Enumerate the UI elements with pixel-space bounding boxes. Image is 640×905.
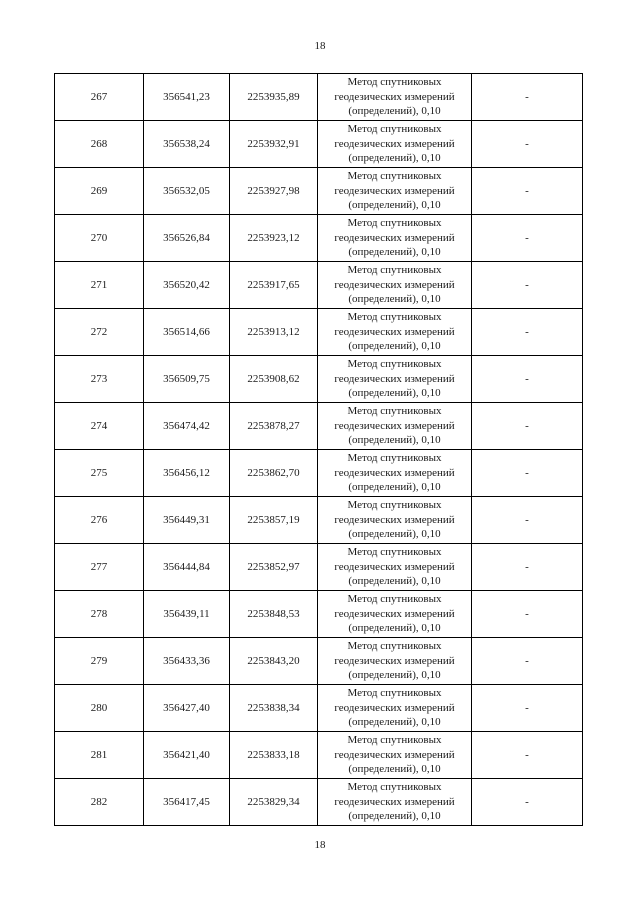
method-cell (318, 685, 472, 732)
method-line: геодезических измерений (334, 701, 455, 714)
coordinate-x-cell: 356520,42 (144, 262, 230, 309)
method-line: Метод спутниковых (347, 593, 442, 606)
method-line: геодезических измерений (334, 137, 455, 150)
table-row (55, 121, 583, 168)
method-cell (318, 215, 472, 262)
table-row (55, 215, 583, 262)
method-line: (определений), 0,10 (348, 481, 441, 494)
table-row (55, 685, 583, 732)
coordinate-y-cell: 2253843,20 (230, 638, 318, 685)
method-line: Метод спутниковых (347, 217, 442, 230)
method-line: геодезических измерений (334, 748, 455, 761)
coordinate-y-cell: 2253852,97 (230, 544, 318, 591)
page-number-top: 18 (314, 40, 326, 52)
coordinates-table (54, 73, 583, 826)
method-line: геодезических измерений (334, 560, 455, 573)
note-cell: - (472, 121, 583, 168)
coordinate-y-cell: 2253908,62 (230, 356, 318, 403)
method-line: Метод спутниковых (347, 687, 442, 700)
coordinate-y-cell: 2253848,53 (230, 591, 318, 638)
method-line: геодезических измерений (334, 419, 455, 432)
method-cell (318, 74, 472, 121)
method-line: (определений), 0,10 (348, 622, 441, 635)
note-cell: - (472, 74, 583, 121)
method-line: Метод спутниковых (347, 123, 442, 136)
method-line: геодезических измерений (334, 795, 455, 808)
table-row (55, 74, 583, 121)
method-line: Метод спутниковых (347, 546, 442, 559)
table-row (55, 356, 583, 403)
note-cell: - (472, 168, 583, 215)
method-line: Метод спутниковых (347, 781, 442, 794)
method-line: (определений), 0,10 (348, 575, 441, 588)
method-line: Метод спутниковых (347, 640, 442, 653)
method-cell (318, 544, 472, 591)
method-line: (определений), 0,10 (348, 293, 441, 306)
method-line: Метод спутниковых (347, 452, 442, 465)
method-line: геодезических измерений (334, 654, 455, 667)
method-cell (318, 403, 472, 450)
method-cell (318, 591, 472, 638)
point-number-cell: 269 (55, 168, 144, 215)
method-line: Метод спутниковых (347, 358, 442, 371)
coordinate-x-cell: 356514,66 (144, 309, 230, 356)
point-number-cell: 278 (55, 591, 144, 638)
note-cell: - (472, 497, 583, 544)
note-cell: - (472, 356, 583, 403)
method-line: (определений), 0,10 (348, 152, 441, 165)
coordinate-y-cell: 2253935,89 (230, 74, 318, 121)
note-cell: - (472, 309, 583, 356)
note-cell: - (472, 403, 583, 450)
note-cell: - (472, 779, 583, 826)
coordinate-x-cell: 356456,12 (144, 450, 230, 497)
coordinate-x-cell: 356538,24 (144, 121, 230, 168)
coordinate-y-cell: 2253917,65 (230, 262, 318, 309)
coordinate-y-cell: 2253833,18 (230, 732, 318, 779)
coordinate-y-cell: 2253878,27 (230, 403, 318, 450)
table-row (55, 262, 583, 309)
method-line: Метод спутниковых (347, 499, 442, 512)
coordinate-x-cell: 356532,05 (144, 168, 230, 215)
point-number-cell: 279 (55, 638, 144, 685)
method-line: Метод спутниковых (347, 76, 442, 89)
method-line: (определений), 0,10 (348, 528, 441, 541)
note-cell: - (472, 685, 583, 732)
coordinate-x-cell: 356541,23 (144, 74, 230, 121)
table-row (55, 638, 583, 685)
method-cell (318, 309, 472, 356)
coordinate-x-cell: 356526,84 (144, 215, 230, 262)
note-cell: - (472, 450, 583, 497)
coordinate-y-cell: 2253927,98 (230, 168, 318, 215)
method-line: (определений), 0,10 (348, 434, 441, 447)
table-row (55, 544, 583, 591)
coordinate-x-cell: 356509,75 (144, 356, 230, 403)
point-number-cell: 280 (55, 685, 144, 732)
method-line: (определений), 0,10 (348, 105, 441, 118)
method-line: геодезических измерений (334, 325, 455, 338)
method-line: (определений), 0,10 (348, 199, 441, 212)
note-cell: - (472, 732, 583, 779)
method-line: (определений), 0,10 (348, 387, 441, 400)
point-number-cell: 272 (55, 309, 144, 356)
method-line: геодезических измерений (334, 513, 455, 526)
point-number-cell: 270 (55, 215, 144, 262)
method-cell (318, 779, 472, 826)
coordinate-x-cell: 356439,11 (144, 591, 230, 638)
method-cell (318, 262, 472, 309)
method-line: Метод спутниковых (347, 264, 442, 277)
point-number-cell: 276 (55, 497, 144, 544)
coordinate-x-cell: 356474,42 (144, 403, 230, 450)
point-number-cell: 275 (55, 450, 144, 497)
method-line: геодезических измерений (334, 90, 455, 103)
coordinate-x-cell: 356421,40 (144, 732, 230, 779)
method-line: геодезических измерений (334, 231, 455, 244)
coordinates-table-body (55, 74, 583, 826)
coordinate-x-cell: 356444,84 (144, 544, 230, 591)
point-number-cell: 274 (55, 403, 144, 450)
table-row (55, 168, 583, 215)
note-cell: - (472, 215, 583, 262)
table-row (55, 309, 583, 356)
point-number-cell: 268 (55, 121, 144, 168)
method-line: (определений), 0,10 (348, 810, 441, 823)
method-line: геодезических измерений (334, 184, 455, 197)
coordinate-y-cell: 2253857,19 (230, 497, 318, 544)
table-row (55, 779, 583, 826)
method-line: Метод спутниковых (347, 734, 442, 747)
method-line: (определений), 0,10 (348, 340, 441, 353)
point-number-cell: 267 (55, 74, 144, 121)
table-row (55, 591, 583, 638)
table-row (55, 732, 583, 779)
method-line: геодезических измерений (334, 466, 455, 479)
note-cell: - (472, 262, 583, 309)
coordinate-x-cell: 356433,36 (144, 638, 230, 685)
method-cell (318, 356, 472, 403)
table-row (55, 403, 583, 450)
method-line: Метод спутниковых (347, 405, 442, 418)
method-cell (318, 497, 472, 544)
page-number-bottom: 18 (314, 839, 326, 851)
coordinate-y-cell: 2253913,12 (230, 309, 318, 356)
point-number-cell: 271 (55, 262, 144, 309)
method-line: геодезических измерений (334, 278, 455, 291)
method-line: геодезических измерений (334, 607, 455, 620)
coordinate-y-cell: 2253923,12 (230, 215, 318, 262)
method-line: Метод спутниковых (347, 311, 442, 324)
coordinate-y-cell: 2253862,70 (230, 450, 318, 497)
coordinate-y-cell: 2253838,34 (230, 685, 318, 732)
coordinate-x-cell: 356427,40 (144, 685, 230, 732)
table-row (55, 497, 583, 544)
note-cell: - (472, 591, 583, 638)
method-line: (определений), 0,10 (348, 246, 441, 259)
method-cell (318, 121, 472, 168)
coordinate-x-cell: 356417,45 (144, 779, 230, 826)
method-cell (318, 450, 472, 497)
point-number-cell: 277 (55, 544, 144, 591)
point-number-cell: 273 (55, 356, 144, 403)
note-cell: - (472, 544, 583, 591)
method-line: (определений), 0,10 (348, 669, 441, 682)
coordinate-x-cell: 356449,31 (144, 497, 230, 544)
method-line: (определений), 0,10 (348, 716, 441, 729)
coordinate-y-cell: 2253932,91 (230, 121, 318, 168)
coordinate-y-cell: 2253829,34 (230, 779, 318, 826)
method-line: Метод спутниковых (347, 170, 442, 183)
method-cell (318, 168, 472, 215)
method-cell (318, 732, 472, 779)
point-number-cell: 282 (55, 779, 144, 826)
point-number-cell: 281 (55, 732, 144, 779)
method-cell (318, 638, 472, 685)
method-line: (определений), 0,10 (348, 763, 441, 776)
table-row (55, 450, 583, 497)
note-cell: - (472, 638, 583, 685)
method-line: геодезических измерений (334, 372, 455, 385)
